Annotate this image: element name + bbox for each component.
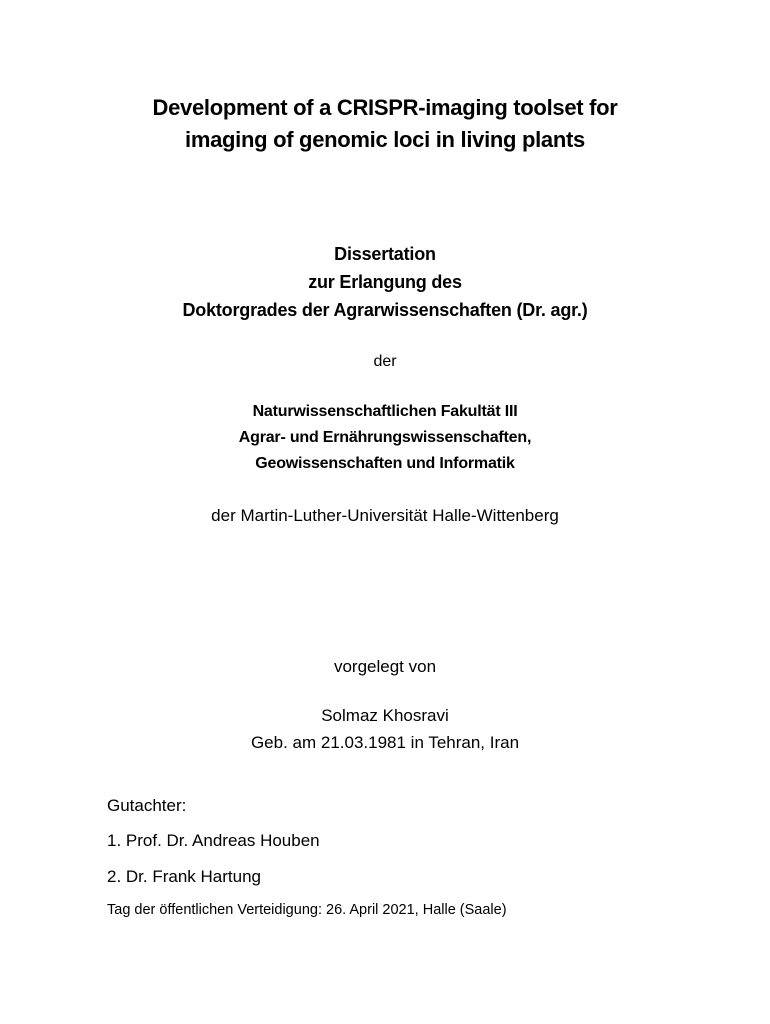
dissertation-purpose: zur Erlangung des (308, 272, 462, 292)
thesis-title-line-2: imaging of genomic loci in living plants (185, 127, 585, 152)
reviewers-heading: Gutachter: (107, 796, 187, 815)
faculty-line-3: Geowissenschaften und Informatik (255, 455, 515, 472)
reviewer-2: 2. Dr. Frank Hartung (107, 867, 262, 886)
university-name: der Martin-Luther-Universität Halle-Wittenberg (211, 506, 559, 525)
faculty-line-1: Naturwissenschaftlichen Fakultät III (252, 403, 518, 420)
thesis-title-line-1: Development of a CRISPR-imaging toolset for (152, 95, 618, 120)
reviewer-1: 1. Prof. Dr. Andreas Houben (107, 831, 320, 850)
presented-by-label: vorgelegt von (333, 657, 437, 676)
dissertation-heading: Dissertation (334, 244, 436, 264)
doctoral-degree: Doktorgrades der Agrarwissenschaften (Dr. agr.) (182, 300, 588, 320)
der-label: der (373, 353, 397, 370)
defense-date: Tag der öffentlichen Verteidigung: 26. April 2021, Halle (Saale) (107, 902, 507, 918)
author-birth-info: Geb. am 21.03.1981 in Tehran, Iran (250, 733, 520, 752)
author-name: Solmaz Khosravi (321, 706, 449, 725)
faculty-line-2: Agrar- und Ernährungswissenschaften, (238, 429, 532, 446)
